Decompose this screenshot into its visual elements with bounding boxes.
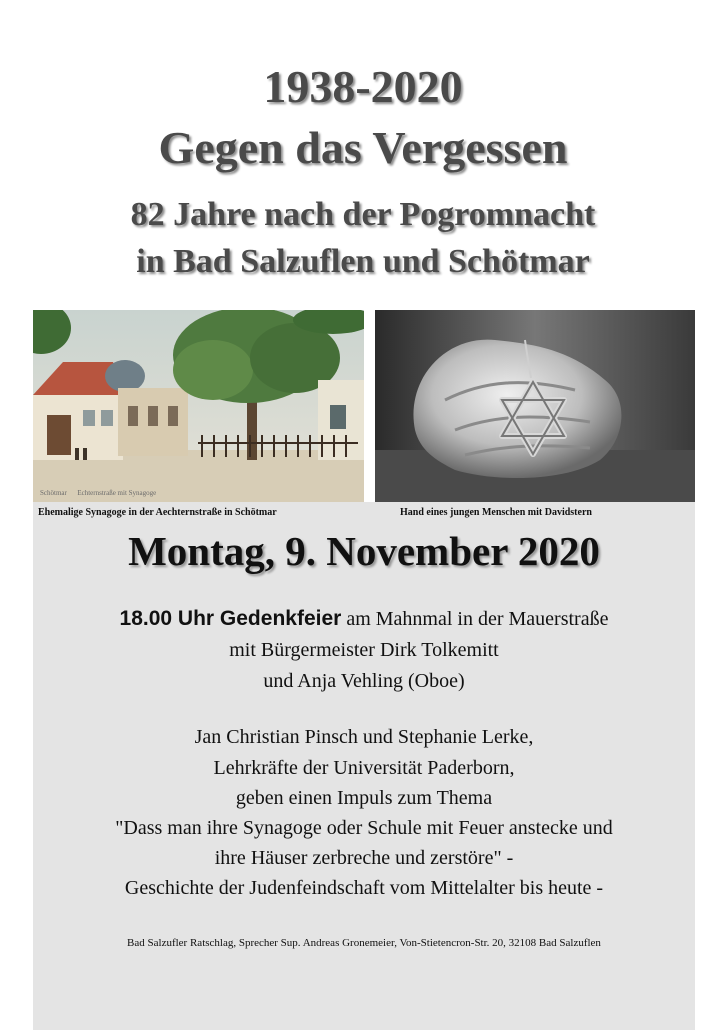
talk-speakers: Jan Christian Pinsch und Stephanie Lerke,: [194, 726, 534, 748]
synagogue-photo: [33, 310, 364, 502]
poster-years: 1938-2020: [263, 61, 463, 112]
poster-subtitle-line2: in Bad Salzuflen und Schötmar: [136, 243, 590, 280]
guest-line-1: mit Bürgermeister Dirk Tolkemitt: [229, 639, 499, 661]
talk-affiliation: Lehrkräfte der Universität Paderborn,: [213, 757, 515, 779]
event-location: am Mahnmal in der Mauerstraße: [341, 608, 609, 630]
hand-photo-caption: Hand eines jungen Menschen mit Davidstern: [400, 507, 592, 518]
talk-topic: Geschichte der Judenfeindschaft vom Mittelalter bis heute -: [124, 877, 604, 899]
talk-intro: geben einen Impuls zum Thema: [235, 787, 493, 809]
event-time-label: 18.00 Uhr Gedenkfeier: [119, 607, 342, 630]
event-date: Montag, 9. November 2020: [128, 528, 600, 574]
event-time-location: [33, 607, 695, 631]
talk-quote-line-2: ihre Häuser zerbreche und zerstöre" -: [214, 847, 514, 869]
organizer-footer: Bad Salzufler Ratschlag, Sprecher Sup. Andreas Gronemeier, Von-Stietencron-Str. 20, 32108 Bad Salzuflen: [127, 937, 601, 949]
synagogue-photo-inscription: Schötmar Echternstraße mit Synagoge: [40, 489, 157, 497]
poster-headline: Gegen das Vergessen: [158, 122, 568, 173]
hand-star-of-david-photo: [375, 310, 695, 502]
talk-quote-line-1: "Dass man ihre Synagoge oder Schule mit Feuer anstecke und: [115, 817, 613, 839]
synagogue-photo-caption: Ehemalige Synagoge in der Aechternstraße in Schötmar: [38, 507, 277, 518]
poster-subtitle-line1: 82 Jahre nach der Pogromnacht: [130, 196, 596, 233]
guest-line-2: und Anja Vehling (Oboe): [263, 670, 465, 692]
